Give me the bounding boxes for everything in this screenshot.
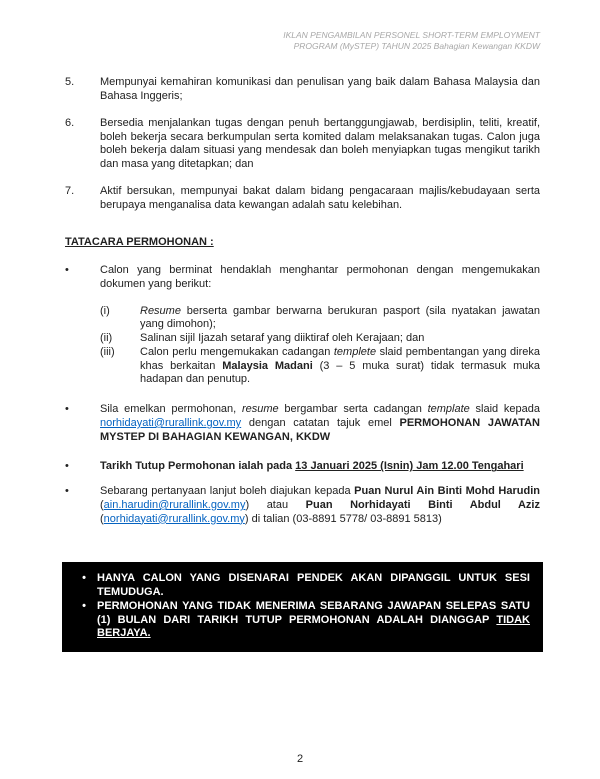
bullet-icon: • — [65, 485, 69, 498]
email-link[interactable]: ain.harudin@rurallink.gov.my — [103, 498, 246, 511]
bullet-icon: • — [65, 460, 69, 473]
email-link[interactable]: norhidayati@rurallink.gov.my — [100, 416, 242, 429]
numbered-item-7 — [65, 185, 540, 213]
bullet-icon: • — [82, 572, 86, 585]
text-segment: ( — [100, 498, 104, 511]
text-segment: 13 Januari 2025 (Isnin) Jam 12.00 Tengahari — [295, 460, 524, 473]
bullet-item-closing-date — [65, 460, 540, 474]
bullet-item-email-submission — [65, 403, 540, 444]
text-segment: slaid kepada — [469, 403, 540, 416]
section-heading: TATACARA PERMOHONAN : — [65, 236, 214, 249]
notice-text — [97, 572, 530, 600]
item-number: 7. — [65, 184, 75, 197]
text-segment: template — [427, 403, 470, 416]
text-segment: Sila emelkan permohonan, — [100, 403, 242, 416]
notice-item-shortlist — [71, 572, 530, 600]
sub-item-text — [140, 332, 540, 346]
bullet-text — [100, 264, 540, 292]
text-segment: Puan Nurul Ain Binti Mohd Harudin — [354, 485, 540, 498]
sub-item-ii — [100, 332, 540, 346]
bullet-text — [100, 485, 540, 526]
text-segment: Puan Norhidayati Binti Abdul Aziz — [305, 498, 540, 511]
item-number: 5. — [65, 76, 75, 89]
text-segment: HANYA CALON YANG DISENARAI PENDEK AKAN DIPANGGIL UNTUK SESI TEMUDUGA. — [97, 572, 530, 599]
sub-item-text — [140, 305, 540, 333]
text-segment: (3 – 5 muka surat) tidak termasuk muka hadapan dan penutup. — [140, 359, 540, 386]
bullet-item-documents — [65, 264, 540, 292]
text-segment: Sebarang pertanyaan lanjut boleh diajukan kepada — [100, 485, 355, 498]
numbered-item-5 — [65, 76, 540, 104]
header-line-2: PROGRAM (MySTEP) TAHUN 2025 Bahagian Kewangan KKDW — [293, 41, 540, 52]
bullet-icon: • — [65, 264, 69, 277]
bullet-text — [100, 403, 540, 444]
text-segment: Resume — [140, 304, 181, 317]
header-line-1: IKLAN PENGAMBILAN PERSONEL SHORT-TERM EMPLOYMENT — [283, 30, 540, 40]
item-text — [100, 76, 540, 104]
sub-item-text — [140, 346, 540, 387]
text-segment: Malaysia Madani — [222, 359, 313, 372]
numbered-item-6 — [65, 117, 540, 172]
item-number: 6. — [65, 116, 75, 129]
sub-item-iii — [100, 346, 540, 387]
text-segment: ( — [100, 512, 104, 525]
document-sublist — [100, 305, 540, 388]
item-text — [100, 117, 540, 172]
text-segment: Aktif bersukan, mempunyai bakat dalam bidang pengacaraan majlis/kebudayaan serta berupaya menganalisa data kewangan adalah satu kelebihan. — [100, 184, 540, 211]
text-segment: templete — [333, 345, 377, 358]
page-number: 2 — [296, 753, 304, 766]
page-header — [65, 30, 540, 52]
text-segment: Tarikh Tutup Permohonan ialah pada — [100, 460, 296, 473]
text-segment: ) di talian (03-8891 5778/ 03-8891 5813) — [244, 512, 442, 525]
notice-box — [62, 562, 543, 652]
item-text — [100, 185, 540, 213]
notice-text — [97, 600, 530, 641]
text-segment: Bersedia menjalankan tugas dengan penuh bertanggungjawab, berdisiplin, teliti, kreatif, boleh bekerja secara berkumpulan serta komited dalam melaksanakan tugas. Calon juga boleh bekerja dalam situasi yang mendesak dan boleh menyiapkan tugas mengikut tarikh dan masa yang ditetapkan; dan — [100, 116, 540, 171]
text-segment: Calon perlu mengemukakan cadangan — [140, 345, 334, 358]
text-segment: ) atau — [245, 498, 306, 511]
bullet-text — [100, 460, 540, 474]
text-segment: TIDAK BERJAYA. — [97, 613, 530, 640]
text-segment: bergambar serta cadangan — [278, 403, 428, 416]
sub-item-number: (i) — [100, 304, 110, 317]
text-segment: PERMOHONAN YANG TIDAK MENERIMA SEBARANG JAWAPAN SELEPAS SATU (1) BULAN DARI TARIKH TUTUP PERMOHONAN ADALAH DIANGGAP — [97, 599, 530, 626]
bullet-icon: • — [65, 403, 69, 416]
sub-item-number: (ii) — [100, 332, 113, 345]
text-segment: resume — [241, 403, 279, 416]
text-segment: PERMOHONAN JAWATAN MYSTEP DI BAHAGIAN KEWANGAN, KKDW — [100, 416, 541, 443]
text-segment: Calon yang berminat hendaklah menghantar permohonan dengan mengemukakan dokumen yang berikut: — [100, 264, 540, 290]
bullet-icon: • — [82, 599, 86, 612]
sub-item-i — [100, 305, 540, 333]
text-segment: berserta gambar berwarna berukuran pasport (sila nyatakan jawatan yang dimohon); — [140, 304, 540, 331]
bullet-item-enquiries — [65, 485, 540, 526]
email-link[interactable]: norhidayati@rurallink.gov.my — [103, 512, 245, 525]
text-segment: slaid pembentangan yang direka khas berkaitan — [140, 345, 540, 372]
text-segment: Salinan sijil Ijazah setaraf yang diiktiraf oleh Kerajaan; dan — [140, 332, 425, 345]
text-segment: Mempunyai kemahiran komunikasi dan penulisan yang baik dalam Bahasa Malaysia dan Bahasa Inggeris; — [100, 76, 540, 103]
sub-item-number: (iii) — [100, 345, 115, 358]
notice-item-no-reply — [71, 600, 530, 641]
text-segment: dengan catatan tajuk emel — [241, 416, 400, 429]
